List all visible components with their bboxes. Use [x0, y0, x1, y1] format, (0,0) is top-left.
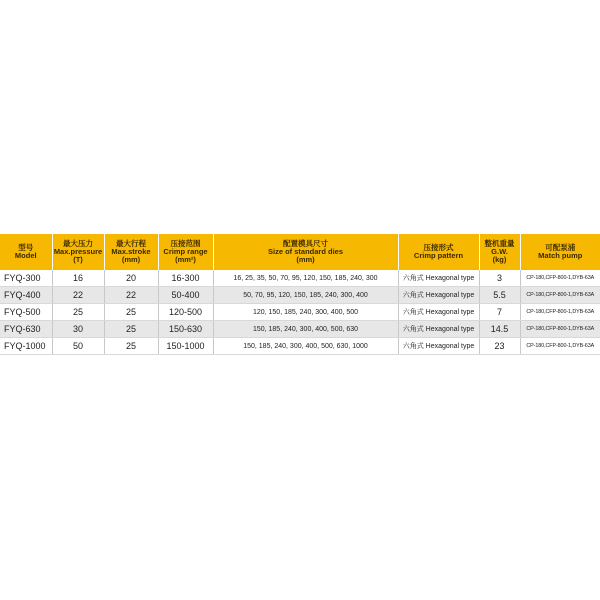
- cell-max-pressure: 25: [52, 304, 104, 321]
- header-max-pressure-en: Max.pressure: [53, 247, 103, 256]
- header-weight-zh: 整机重量: [484, 239, 515, 248]
- cell-model: FYQ-1000: [0, 338, 52, 355]
- header-match-pump-zh: 可配泵浦: [545, 243, 576, 252]
- cell-max-stroke: 25: [104, 304, 158, 321]
- cell-model: FYQ-500: [0, 304, 52, 321]
- cell-max-pressure: 30: [52, 321, 104, 338]
- cell-crimp-range: 16-300: [158, 270, 213, 287]
- table-row: [0, 321, 600, 338]
- cell-die-sizes: 150, 185, 240, 300, 400, 500, 630, 1000: [213, 338, 398, 355]
- header-die-sizes: [213, 234, 398, 270]
- cell-match-pump: CP-180,CFP-800-1,DYB-63A: [520, 321, 600, 338]
- cell-crimp-range: 50-400: [158, 287, 213, 304]
- header-max-stroke-zh: 最大行程: [116, 239, 146, 248]
- header-max-pressure-unit: (T): [73, 255, 83, 264]
- cell-crimp-range: 150-1000: [158, 338, 213, 355]
- header-max-pressure-zh: 最大压力: [63, 239, 93, 248]
- table-row: [0, 338, 600, 355]
- table-header-row: [0, 234, 600, 270]
- cell-max-pressure: 16: [52, 270, 104, 287]
- cell-crimp-pattern: 六角式 Hexagonal type: [398, 338, 479, 355]
- cell-match-pump: CP-180,CFP-800-1,DYB-63A: [520, 338, 600, 355]
- cell-die-sizes: 150, 185, 240, 300, 400, 500, 630: [213, 321, 398, 338]
- cell-die-sizes: 16, 25, 35, 50, 70, 95, 120, 150, 185, 240, 300: [213, 270, 398, 287]
- header-max-stroke-unit: (mm): [121, 255, 141, 264]
- cell-crimp-range: 150-630: [158, 321, 213, 338]
- header-weight-unit: (kg): [492, 255, 507, 264]
- cell-weight: 14.5: [479, 321, 520, 338]
- header-crimp-range-en: Crimp range: [163, 247, 208, 256]
- cell-weight: 23: [479, 338, 520, 355]
- cell-match-pump: CP-180,CFP-800-1,DYB-63A: [520, 304, 600, 321]
- cell-crimp-pattern: 六角式 Hexagonal type: [398, 270, 479, 287]
- header-crimp-pattern-en: Crimp pattern: [413, 251, 464, 260]
- header-crimp-pattern: [398, 234, 479, 270]
- cell-max-stroke: 25: [104, 321, 158, 338]
- header-weight: [479, 234, 520, 270]
- cell-max-stroke: 22: [104, 287, 158, 304]
- header-die-sizes-en: Size of standard dies: [267, 247, 344, 256]
- header-crimp-range-unit: (mm²): [175, 255, 196, 264]
- cell-weight: 7: [479, 304, 520, 321]
- table-row: [0, 304, 600, 321]
- cell-max-stroke: 20: [104, 270, 158, 287]
- header-die-sizes-unit: (mm): [296, 255, 315, 264]
- cell-match-pump: CP-180,CFP-800-1,DYB-63A: [520, 270, 600, 287]
- cell-model: FYQ-630: [0, 321, 52, 338]
- cell-match-pump: CP-180,CFP-800-1,DYB-63A: [520, 287, 600, 304]
- spec-table: [0, 234, 600, 355]
- cell-max-pressure: 22: [52, 287, 104, 304]
- header-match-pump: [520, 234, 600, 270]
- cell-weight: 3: [479, 270, 520, 287]
- cell-crimp-pattern: 六角式 Hexagonal type: [398, 304, 479, 321]
- cell-crimp-pattern: 六角式 Hexagonal type: [398, 321, 479, 338]
- spec-table-container: [0, 234, 600, 355]
- header-crimp-range: [158, 234, 213, 270]
- cell-crimp-pattern: 六角式 Hexagonal type: [398, 287, 479, 304]
- cell-die-sizes: 120, 150, 185, 240, 300, 400, 500: [213, 304, 398, 321]
- header-max-stroke-en: Max.stroke: [111, 247, 151, 256]
- header-max-stroke: [104, 234, 158, 270]
- cell-model: FYQ-400: [0, 287, 52, 304]
- table-row: [0, 287, 600, 304]
- cell-model: FYQ-300: [0, 270, 52, 287]
- header-crimp-pattern-zh: 压接形式: [423, 243, 454, 252]
- cell-weight: 5.5: [479, 287, 520, 304]
- table-row: [0, 270, 600, 287]
- cell-max-pressure: 50: [52, 338, 104, 355]
- header-model-zh: 型号: [18, 243, 34, 252]
- cell-max-stroke: 25: [104, 338, 158, 355]
- header-model: [0, 234, 52, 270]
- header-die-sizes-zh: 配置模具尺寸: [283, 239, 328, 248]
- header-crimp-range-zh: 压接范围: [170, 239, 201, 248]
- header-weight-en: G.W.: [491, 247, 508, 256]
- header-match-pump-en: Match pump: [538, 251, 583, 260]
- cell-crimp-range: 120-500: [158, 304, 213, 321]
- header-model-en: Model: [14, 251, 37, 260]
- header-max-pressure: [52, 234, 104, 270]
- cell-die-sizes: 50, 70, 95, 120, 150, 185, 240, 300, 400: [213, 287, 398, 304]
